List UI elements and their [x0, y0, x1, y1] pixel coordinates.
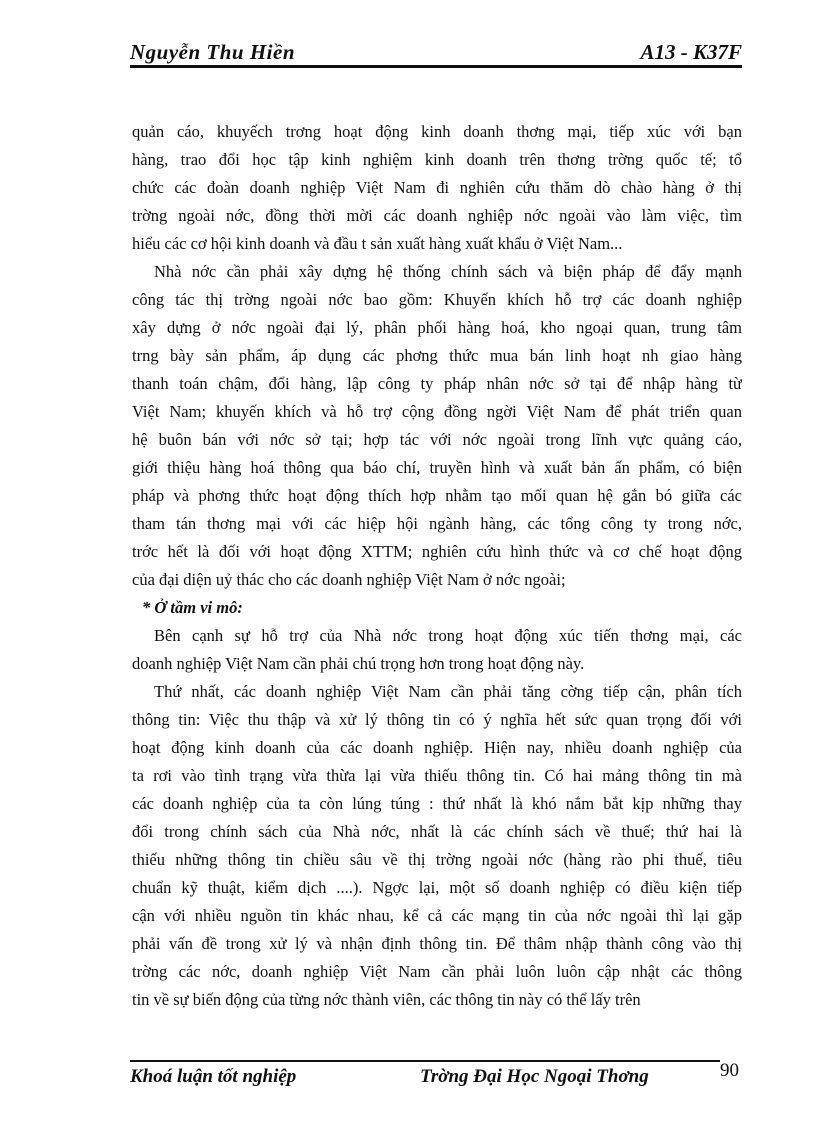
page-header — [130, 36, 742, 70]
text-line: Việt Nam; khuyến khích và hỗ trợ cộng đồng ngời Việt Nam để phát triển quan — [132, 402, 742, 421]
text-line: công tác thị trờng ngoài nớc bao gồm: Khuyến khích hỗ trợ các doanh nghiệp — [132, 290, 742, 309]
text-line: Thứ nhất, các doanh nghiệp Việt Nam cần phải tăng cờng tiếp cận, phân tích — [154, 682, 742, 701]
text-line: hoạt động kinh doanh của các doanh nghiệp. Hiện nay, nhiều doanh nghiệp của — [132, 738, 742, 757]
footer-rule — [130, 1060, 720, 1062]
text-line: tham tán thơng mại với các hiệp hội ngành hàng, các tổng công ty trong nớc, — [132, 514, 742, 533]
text-line: thông tin: Việc thu thập và xử lý thông tin có ý nghĩa hết sức quan trọng đối với — [132, 710, 742, 729]
text-line: hàng, trao đổi học tập kinh nghiệm kinh doanh trên thơng trờng quốc tế; tổ — [132, 150, 742, 169]
page-footer — [130, 1060, 742, 1094]
text-line: trờng các nớc, doanh nghiệp Việt Nam cần phải luôn luôn cập nhật các thông — [132, 962, 742, 981]
text-line: thiếu những thông tin chiều sâu về thị trờng ngoài nớc (hàng rào phi thuế, tiêu — [132, 850, 742, 869]
text-line: quản cáo, khuyếch trơng hoạt động kinh doanh thơng mại, tiếp xúc với bạn — [132, 122, 742, 141]
text-line: hệ buôn bán với nớc sở tại; hợp tác với nớc ngoài trong lĩnh vực quảng cáo, — [132, 430, 742, 449]
text-line: doanh nghiệp Việt Nam cần phải chú trọng hơn trong hoạt động này. — [132, 654, 585, 673]
section-heading — [132, 594, 742, 622]
text-line: Nhà nớc cần phải xây dựng hệ thống chính sách và biện pháp để đẩy mạnh — [154, 262, 742, 281]
footer-thesis-label: Khoá luận tốt nghiệp — [130, 1066, 297, 1087]
text-line: tin về sự biến động của từng nớc thành viên, các thông tin này có thể lấy trên — [132, 990, 641, 1009]
text-line: chức các đoàn doanh nghiệp Việt Nam đi nghiên cứu thăm dò chào hàng ở thị — [132, 178, 742, 197]
text-line: * Ở tầm vi mô: — [142, 598, 243, 617]
header-rule — [130, 65, 742, 68]
paragraph — [132, 622, 742, 678]
text-line: chuẩn kỹ thuật, kiểm dịch ....). Ngợc lại, một số doanh nghiệp có điều kiện tiếp — [132, 878, 742, 897]
text-line: trờng ngoài nớc, đồng thời mời các doanh nghiệp nớc ngoài vào làm việc, tìm — [132, 206, 742, 225]
document-body — [132, 118, 742, 1014]
paragraph — [132, 678, 742, 1014]
text-line: đổi trong chính sách của Nhà nớc, nhất là các chính sách về thuế; thứ hai là — [132, 822, 742, 841]
text-line: thanh toán chậm, đổi hàng, lập công ty pháp nhân nớc sở tại để nhập hàng từ — [132, 374, 742, 393]
text-line: pháp và phơng thức hoạt động thích hợp nhằm tạo mối quan hệ gắn bó giữa các — [132, 486, 742, 505]
text-line: các doanh nghiệp của ta còn lúng túng : thứ nhất là khó nắm bắt kịp những thay — [132, 794, 742, 813]
footer-university: Trờng Đại Học Ngoại Thơng — [420, 1066, 649, 1087]
text-line: cận với nhiều nguồn tin khác nhau, kể cả các mạng tin của nớc ngoài thì lại gặp — [132, 906, 742, 925]
page-number: 90 — [720, 1060, 739, 1081]
header-class-code: A13 - K37F — [640, 40, 742, 64]
text-line: xây dựng ở nớc ngoài đại lý, phân phối hàng hoá, kho ngoại quan, trung tâm — [132, 318, 742, 337]
header-author: Nguyễn Thu Hiền — [130, 40, 296, 64]
text-line: trớc hết là đối với hoạt động XTTM; nghiên cứu hình thức và cơ chế hoạt động — [132, 542, 742, 561]
text-line: ta rơi vào tình trạng vừa thừa lại vừa thiếu thông tin. Có hai mảng thông tin mà — [132, 766, 742, 785]
text-line: giới thiệu hàng hoá thông qua báo chí, truyền hình và xuất bản ấn phẩm, có biện — [132, 458, 742, 477]
text-line: Bên cạnh sự hỗ trợ của Nhà nớc trong hoạt động xúc tiến thơng mại, các — [154, 626, 742, 645]
paragraph — [132, 258, 742, 594]
text-line: của đại diện uỷ thác cho các doanh nghiệp Việt Nam ở nớc ngoài; — [132, 570, 566, 589]
paragraph — [132, 118, 742, 258]
text-line: trng bày sản phẩm, áp dụng các phơng thức mua bán linh hoạt nh giao hàng — [132, 346, 742, 365]
text-line: hiểu các cơ hội kinh doanh và đầu t sản xuất hàng xuất khẩu ở Việt Nam... — [132, 234, 623, 253]
text-line: phải vấn đề trong xử lý và nhận định thông tin. Để thâm nhập thành công vào thị — [132, 934, 742, 953]
